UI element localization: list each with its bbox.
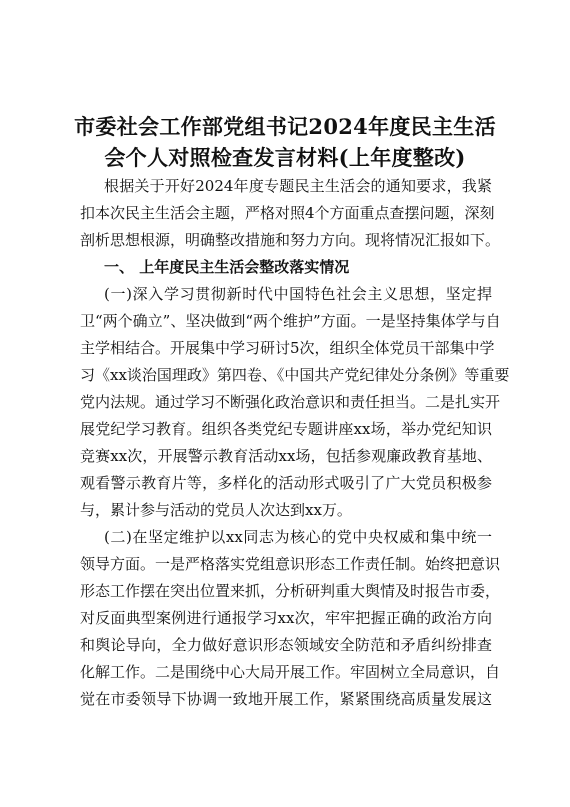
para1-line-3: 主学相结合。开展集中学习研讨5次，组织全体党员干部集中学 [80,339,495,357]
para2-line-6: 化解工作。二是围绕中心大局开展工作。牢固树立全局意识，自 [80,663,501,681]
para2-line-7: 觉在市委领导下协调一致地开展工作，紧紧围绕高质量发展这 [80,690,492,708]
document-title-line-2: 会个人对照检查发言材料(上年度整改) [104,145,466,170]
para2-line-4: 对反面典型案例进行通报学习xx次，牢牢把握正确的政治方向 [80,609,492,627]
intro-line-1: 根据关于开好2024年度专题民主生活会的通知要求，我紧 [104,177,492,195]
para2-line-2: 领导方面。一是严格落实党组意识形态工作责任制。始终把意识 [80,555,501,573]
document-title-line-1: 市委社会工作部党组书记2024年度民主生活 [74,114,496,139]
para1-line-4: 习《xx谈治国理政》第四卷、《中国共产党纪律处分条例》等重要 [80,366,510,384]
para1-line-6: 展党纪学习教育。组织各类党纪专题讲座xx场，举办党纪知识 [80,420,492,438]
section-heading-1: 一、 上年度民主生活会整改落实情况 [104,258,350,276]
para1-line-1: (一)深入学习贯彻新时代中国特色社会主义思想，坚定捍 [104,285,492,303]
para1-line-7: 竞赛xx次，开展警示教育活动xx场，包括参观廉政教育基地、 [80,447,492,465]
para2-line-5: 和舆论导向，全力做好意识形态领域安全防范和矛盾纠纷排查 [80,636,492,654]
para1-line-8: 观看警示教育片等，多样化的活动形式吸引了广大党员积极参 [80,474,492,492]
para1-line-9: 与，累计参与活动的党员人次达到xx万。 [80,501,352,519]
intro-line-3: 剖析思想根源，明确整改措施和努力方向。现将情况汇报如下。 [80,231,501,249]
intro-line-2: 扣本次民主生活会主题，严格对照4个方面重点查摆问题，深刻 [80,204,495,222]
para2-line-1: (二)在坚定维护以xx同志为核心的党中央权威和集中统一 [104,528,492,546]
para2-line-3: 形态工作摆在突出位置来抓，分析研判重大舆情及时报告市委， [80,582,501,600]
para1-line-2: 卫“两个确立”、坚决做到“两个维护”方面。一是坚持集体学与自 [80,312,501,330]
para1-line-5: 党内法规。通过学习不断强化政治意识和责任担当。二是扎实开 [80,393,501,411]
